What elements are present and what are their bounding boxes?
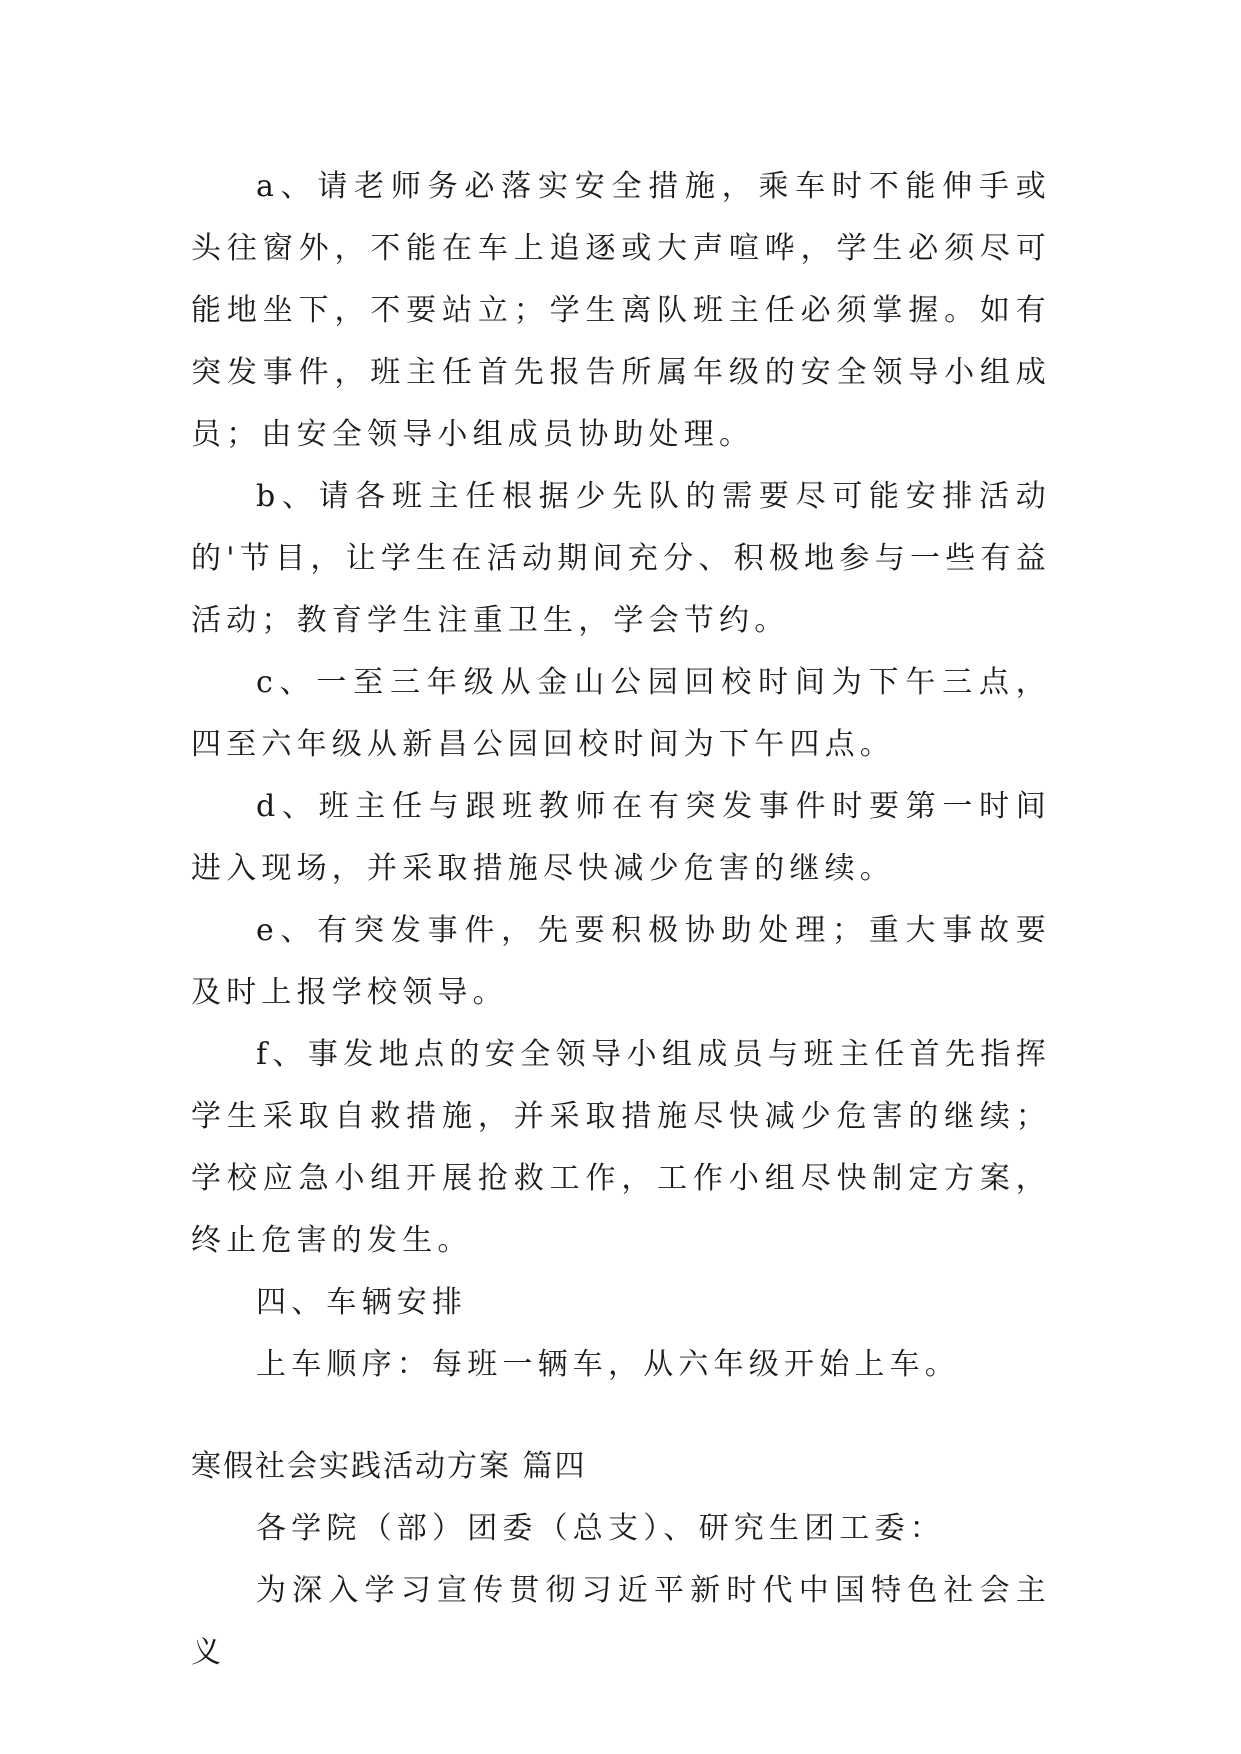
paragraph-intro: 为深入学习宣传贯彻习近平新时代中国特色社会主义: [191, 1573, 1051, 1670]
paragraph-a: a、请老师务必落实安全措施，乘车时不能伸手或头往窗外，不能在车上追逐或大声喧哗，学生必须尽可能地坐下，不要站立；学生离队班主任必须掌握。如有突发事件，班主任首先报告所属年级的安全领导小组成员；由安全领导小组成员协助处理。: [191, 169, 1051, 452]
paragraph-e: e、有突发事件，先要积极协助处理；重大事故要及时上报学校领导。: [191, 913, 1051, 1010]
section-heading-vehicle: 四、车辆安排: [256, 1285, 468, 1320]
paragraph-d: d、班主任与跟班教师在有突发事件时要第一时间进入现场，并采取措施尽快减少危害的继续。: [191, 789, 1051, 886]
section-spacer: [191, 1396, 1051, 1436]
paragraph-c: c、一至三年级从金山公园回校时间为下午三点，四至六年级从新昌公园回校时间为下午四点。: [191, 665, 1051, 762]
paragraph-f: f、事发地点的安全领导小组成员与班主任首先指挥学生采取自救措施，并采取措施尽快减少危害的继续；学校应急小组开展抢救工作，工作小组尽快制定方案，终止危害的发生。: [191, 1037, 1051, 1258]
paragraph-b: b、请各班主任根据少先队的需要尽可能安排活动的'节目，让学生在活动期间充分、积极地参与一些有益活动；教育学生注重卫生，学会节约。: [191, 479, 1051, 638]
document-body: [191, 156, 1051, 1684]
paragraph-boarding-order: 上车顺序：每班一辆车，从六年级开始上车。: [256, 1347, 960, 1382]
paragraph-salutation: 各学院（部）团委（总支）、研究生团工委：: [256, 1511, 945, 1546]
article-title: 寒假社会实践活动方案 篇四: [191, 1449, 587, 1484]
